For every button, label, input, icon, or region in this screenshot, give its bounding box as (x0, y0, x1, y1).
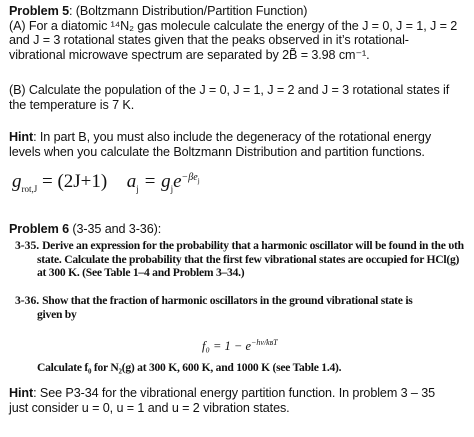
f0-sup: −hν/kʙT (251, 338, 278, 347)
problem5-heading: Problem 5 (9, 4, 69, 18)
problem5-partA-1: (A) For a diatomic ¹⁴N₂ gas molecule calculate the energy of the J = 0, J = 1, J = 2 (9, 18, 458, 33)
calc-text: Calculate f₀ for N₂(g) at 300 K, 600 K, and 1000 K (see Table 1.4). (37, 361, 342, 374)
p335-line2: state. Calculate the probability that the first few vibrational states are occupied for HCl(g) (37, 252, 460, 266)
problem6-subtitle: (3-35 and 3-36): (69, 222, 162, 236)
problem-336 (15, 294, 470, 321)
problem5-partA-3: vibrational microwave spectrum are separated by 2B̃ = 3.98 cm⁻¹. (9, 47, 370, 62)
problem5-hint-2: levels when you calculate the Boltzmann Distribution and partition functions. (9, 144, 425, 159)
problem-335 (15, 239, 470, 280)
p335-line3: at 300 K. (See Table 1–4 and Problem 3–34.) (37, 266, 245, 280)
a-subscript: j (136, 183, 139, 194)
problem6-heading: Problem 6 (9, 222, 69, 236)
f0-formula (202, 338, 278, 354)
f0-lhs: f₀ = 1 − e (202, 339, 251, 354)
p335-number: 3-35. (15, 239, 40, 252)
p336-line1: Show that the fraction of harmonic oscillators in the ground vibrational state is (42, 294, 413, 307)
g-symbol: g (12, 171, 22, 192)
a-eq: = g (138, 171, 171, 192)
exp-base: e (173, 171, 182, 192)
problem5-hint-label: Hint (9, 130, 34, 144)
problem6-hint-2: just consider u = 0, u = 1 and u = 2 vibration states. (9, 400, 290, 415)
problem5-hint-1 (9, 130, 469, 145)
problem5-subtitle: : (Boltzmann Distribution/Partition Function) (69, 4, 308, 18)
problem5-title-line (9, 4, 469, 19)
problem6-hint-1 (9, 386, 469, 401)
problem5-hint-text: : In part B, you must also include the degeneracy of the rotational energy (33, 130, 432, 144)
degeneracy-formula (12, 171, 200, 194)
problem5-partB-1: (B) Calculate the population of the J = 0, J = 1, J = 2 and J = 3 rotational states if (9, 83, 450, 97)
a-eq-subscript: j (170, 183, 174, 194)
a-symbol: a (126, 171, 137, 192)
problem6-hint-text: : See P3-34 for the vibrational energy partition function. In problem 3 – 35 (33, 386, 436, 400)
g-subscript: rot,J (21, 183, 38, 194)
p335-line1: Derive an expression for the probability that a harmonic oscillator will be found in the υth (42, 239, 464, 252)
problem5-partA-2: and J = 3 rotational states given that the peaks observed in it’s rotational- (9, 33, 409, 47)
problem6-hint-label: Hint (9, 386, 34, 400)
problem5-partB-2: the temperature is 7 K. (9, 97, 135, 112)
p336-line2: given by (37, 307, 77, 321)
f0-calc-line (37, 361, 467, 375)
g-rhs: = (2J+1) (37, 171, 108, 192)
p336-number: 3-36. (15, 294, 40, 307)
problem6-title-line (9, 222, 469, 237)
exp-sup: −βe (181, 171, 198, 183)
exp-sup-subscript: j (197, 176, 200, 185)
